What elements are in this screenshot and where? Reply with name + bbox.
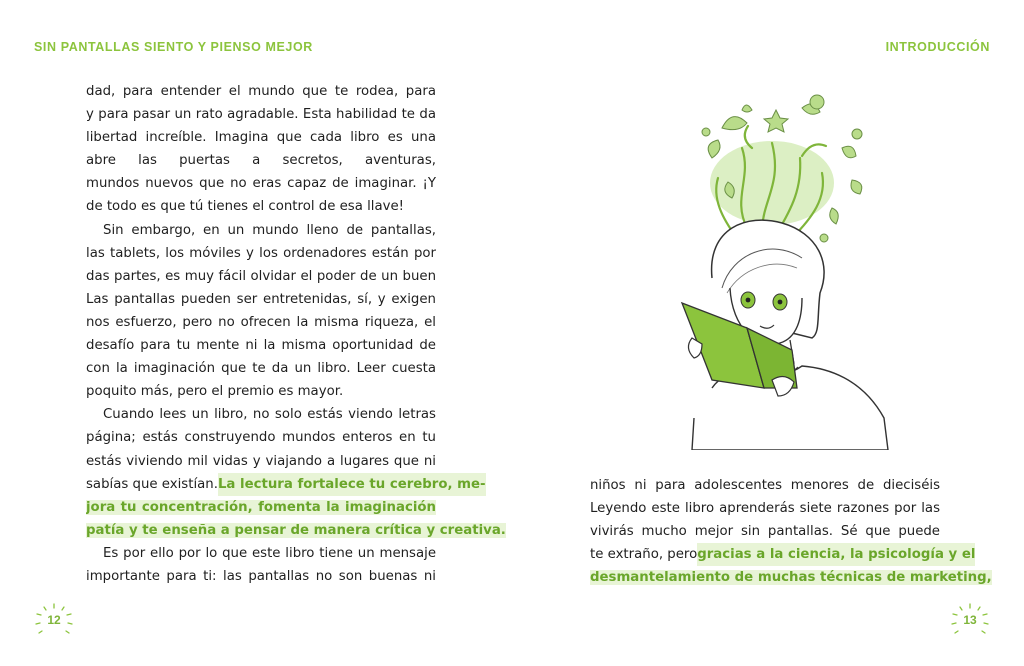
text-line: estás viviendo mil vidas y viajando a lugares que ni — [86, 453, 436, 469]
text-line: mundos nuevos que no eras capaz de imaginar. ¡Y — [86, 176, 436, 192]
highlighted-text: desmantelamiento de muchas técnicas de marketing, — [590, 570, 992, 586]
text-line: de todo es que tú tienes el control de esa llave! — [86, 199, 404, 215]
text-line — [86, 473, 486, 496]
text-line: y para pasar un rato agradable. Esta habilidad te da — [86, 107, 436, 123]
right-page — [512, 0, 1024, 666]
text-line: Leyendo este libro aprenderás siete razones por las — [590, 501, 940, 517]
highlighted-text: jora tu concentración, fomenta la imaginación — [86, 500, 436, 519]
text-segment: sabías que existían. — [86, 476, 218, 492]
highlighted-text: La lectura fortalece tu cerebro, me- — [218, 473, 486, 496]
text-line: dad, para entender el mundo que te rodea, para — [86, 84, 436, 99]
text-line: vivirás mucho mejor sin pantallas. Sé que puede — [590, 524, 940, 540]
page-number: 12 — [47, 613, 61, 627]
right-body-text — [590, 474, 992, 589]
text-line: Sin embargo, en un mundo lleno de pantallas, — [103, 222, 436, 238]
text-line: desafío para tu mente ni la misma oportunidad de — [86, 338, 436, 354]
highlighted-text: gracias a la ciencia, la psicología y el — [697, 543, 975, 566]
text-line: das partes, es muy fácil olvidar el poder de un buen — [86, 268, 436, 284]
text-segment: te extraño, pero — [590, 547, 698, 563]
text-line: Cuando lees un libro, no solo estás viendo letras — [103, 407, 436, 423]
text-line: abre las puertas a secretos, aventuras, — [86, 153, 436, 169]
girl-reading-book-illustration — [652, 88, 892, 450]
text-line — [590, 543, 976, 566]
text-line — [86, 496, 436, 519]
text-line: página; estás construyendo mundos enteros en tu — [86, 430, 436, 446]
text-line: las tablets, los móviles y los ordenadores están por — [86, 245, 436, 261]
text-line: poquito más, pero el premio es mayor. — [86, 384, 344, 400]
page-number-left — [32, 600, 76, 640]
text-line: con la imaginación que te da un libro. Leer cuesta — [86, 361, 436, 377]
page-number: 13 — [963, 613, 977, 627]
page-number-right — [948, 600, 992, 640]
highlighted-text: patía y te enseña a pensar de manera crítica y creativa. — [86, 522, 506, 538]
running-head-right: INTRODUCCIÓN — [885, 40, 990, 54]
text-line — [86, 519, 506, 542]
running-head-left: SIN PANTALLAS SIENTO Y PIENSO MEJOR — [34, 40, 313, 54]
text-line: niños ni para adolescentes menores de dieciséis — [590, 478, 940, 493]
text-line: libertad increíble. Imagina que cada libro es una — [86, 130, 436, 146]
left-body-text — [86, 80, 506, 588]
text-line: Las pantallas pueden ser entretenidas, sí, y exigen — [86, 291, 436, 307]
text-line: importante para ti: las pantallas no son buenas ni — [86, 568, 436, 584]
text-line — [590, 566, 992, 589]
text-line: nos esfuerzo, pero no ofrecen la misma riqueza, el — [86, 314, 436, 330]
text-line: Es por ello por lo que este libro tiene un mensaje — [103, 545, 436, 561]
